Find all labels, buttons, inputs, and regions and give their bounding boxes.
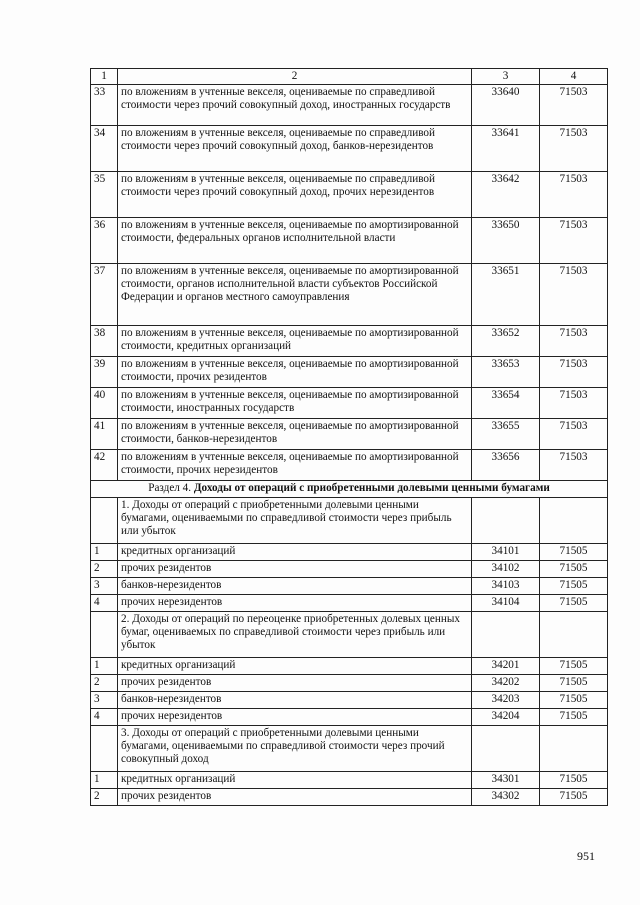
table-header-row: [91, 69, 608, 85]
row-description: по вложениям в учтенные векселя, оцениваемые по амортизированной стоимости, кредитных организаций: [118, 326, 472, 357]
table-row: [91, 172, 608, 218]
row-number: 39: [91, 357, 118, 388]
account-code: 34104: [472, 595, 540, 612]
group-heading: 1. Доходы от операций с приобретенными долевыми ценными бумагами, оцениваемыми по справедливой стоимости через прибыль или убыток: [118, 498, 472, 544]
row-description: по вложениям в учтенные векселя, оцениваемые по справедливой стоимости через прочий совокупный доход, иностранных государств: [118, 85, 472, 126]
symbol-code: 71503: [540, 388, 608, 419]
row-number: 4: [91, 595, 118, 612]
symbol-code: 71503: [540, 450, 608, 481]
section-heading: [91, 481, 608, 498]
row-number: 2: [91, 789, 118, 806]
table-row: [91, 218, 608, 264]
account-code: 34202: [472, 675, 540, 692]
account-code: 33642: [472, 172, 540, 218]
row-number: 42: [91, 450, 118, 481]
symbol-code: 71505: [540, 772, 608, 789]
group-heading: 3. Доходы от операций с приобретенными долевыми ценными бумагами, оцениваемыми по справедливой стоимости через прочий совокупный доход: [118, 726, 472, 772]
account-code: 33656: [472, 450, 540, 481]
row-number: 3: [91, 692, 118, 709]
group-heading-row: [91, 726, 608, 772]
account-code: 34301: [472, 772, 540, 789]
row-number: 35: [91, 172, 118, 218]
symbol-code: 71505: [540, 658, 608, 675]
table-row: [91, 326, 608, 357]
row-description: по вложениям в учтенные векселя, оцениваемые по амортизированной стоимости, федеральных органов исполнительной власти: [118, 218, 472, 264]
symbol-code: 71505: [540, 595, 608, 612]
account-code: 33652: [472, 326, 540, 357]
symbol-code: 71505: [540, 789, 608, 806]
symbol-code: 71505: [540, 544, 608, 561]
row-description: прочих нерезидентов: [118, 709, 472, 726]
account-code: 33655: [472, 419, 540, 450]
group-heading-row: [91, 498, 608, 544]
row-number: 1: [91, 658, 118, 675]
symbol-code: 71505: [540, 675, 608, 692]
table-row: [91, 789, 608, 806]
symbol-code: 71503: [540, 126, 608, 172]
page-number: 951: [577, 849, 595, 863]
table-row: [91, 709, 608, 726]
column-header: 1: [91, 69, 118, 85]
table-row: [91, 357, 608, 388]
column-header: 2: [118, 69, 472, 85]
account-code: 34101: [472, 544, 540, 561]
account-code: 33653: [472, 357, 540, 388]
symbol-code: 71503: [540, 419, 608, 450]
section-prefix: Раздел 4.: [148, 482, 194, 494]
symbol-code: 71505: [540, 709, 608, 726]
row-description: прочих резидентов: [118, 675, 472, 692]
row-description: по вложениям в учтенные векселя, оцениваемые по амортизированной стоимости, банков-нерезидентов: [118, 419, 472, 450]
table-row: [91, 658, 608, 675]
account-code: 33650: [472, 218, 540, 264]
accounts-table: [90, 68, 608, 806]
symbol-code: 71505: [540, 692, 608, 709]
row-description: по вложениям в учтенные векселя, оцениваемые по справедливой стоимости через прочий совокупный доход, банков-нерезидентов: [118, 126, 472, 172]
symbol-code: 71505: [540, 578, 608, 595]
row-description: по вложениям в учтенные векселя, оцениваемые по амортизированной стоимости, прочих резидентов: [118, 357, 472, 388]
row-description: прочих резидентов: [118, 789, 472, 806]
account-code: 33640: [472, 85, 540, 126]
row-description: прочих резидентов: [118, 561, 472, 578]
row-number: 2: [91, 561, 118, 578]
account-code: 34203: [472, 692, 540, 709]
symbol-code: 71505: [540, 561, 608, 578]
column-header: 4: [540, 69, 608, 85]
row-number: 4: [91, 709, 118, 726]
symbol-code: 71503: [540, 326, 608, 357]
table-row: [91, 419, 608, 450]
row-description: по вложениям в учтенные векселя, оцениваемые по амортизированной стоимости, иностранных государств: [118, 388, 472, 419]
table-row: [91, 772, 608, 789]
table-row: [91, 126, 608, 172]
column-header: 3: [472, 69, 540, 85]
symbol-code: 71503: [540, 85, 608, 126]
account-code: 33654: [472, 388, 540, 419]
table-row: [91, 578, 608, 595]
section-heading-row: [91, 481, 608, 498]
row-description: банков-нерезидентов: [118, 578, 472, 595]
table-row: [91, 595, 608, 612]
table-row: [91, 264, 608, 326]
table-row: [91, 692, 608, 709]
row-number: 1: [91, 544, 118, 561]
table-row: [91, 544, 608, 561]
row-number: 37: [91, 264, 118, 326]
row-number: 34: [91, 126, 118, 172]
account-code: 34204: [472, 709, 540, 726]
row-description: кредитных организаций: [118, 544, 472, 561]
row-description: банков-нерезидентов: [118, 692, 472, 709]
row-number: 1: [91, 772, 118, 789]
row-description: кредитных организаций: [118, 658, 472, 675]
group-heading-row: [91, 612, 608, 658]
row-number: 33: [91, 85, 118, 126]
section-title: Доходы от операций с приобретенными долевыми ценными бумагами: [193, 482, 550, 494]
row-number: 41: [91, 419, 118, 450]
account-code: 34201: [472, 658, 540, 675]
account-code: 34102: [472, 561, 540, 578]
table-row: [91, 85, 608, 126]
row-description: по вложениям в учтенные векселя, оцениваемые по амортизированной стоимости, прочих нерезидентов: [118, 450, 472, 481]
account-code: 34302: [472, 789, 540, 806]
symbol-code: 71503: [540, 218, 608, 264]
row-number: 38: [91, 326, 118, 357]
symbol-code: 71503: [540, 172, 608, 218]
row-number: 2: [91, 675, 118, 692]
table-row: [91, 388, 608, 419]
account-code: 33641: [472, 126, 540, 172]
row-description: кредитных организаций: [118, 772, 472, 789]
group-heading: 2. Доходы от операций по переоценке приобретенных долевых ценных бумаг, оцениваемых по справедливой стоимости через прибыль или убыток: [118, 612, 472, 658]
symbol-code: 71503: [540, 357, 608, 388]
row-number: 3: [91, 578, 118, 595]
row-description: по вложениям в учтенные векселя, оцениваемые по справедливой стоимости через прочий совокупный доход, прочих нерезидентов: [118, 172, 472, 218]
row-description: прочих нерезидентов: [118, 595, 472, 612]
symbol-code: 71503: [540, 264, 608, 326]
table-row: [91, 561, 608, 578]
account-code: 33651: [472, 264, 540, 326]
row-description: по вложениям в учтенные векселя, оцениваемые по амортизированной стоимости, органов исполнительной власти субъектов Российской Федерации и органов местного самоуправления: [118, 264, 472, 326]
row-number: 36: [91, 218, 118, 264]
account-code: 34103: [472, 578, 540, 595]
table-row: [91, 450, 608, 481]
table-row: [91, 675, 608, 692]
row-number: 40: [91, 388, 118, 419]
